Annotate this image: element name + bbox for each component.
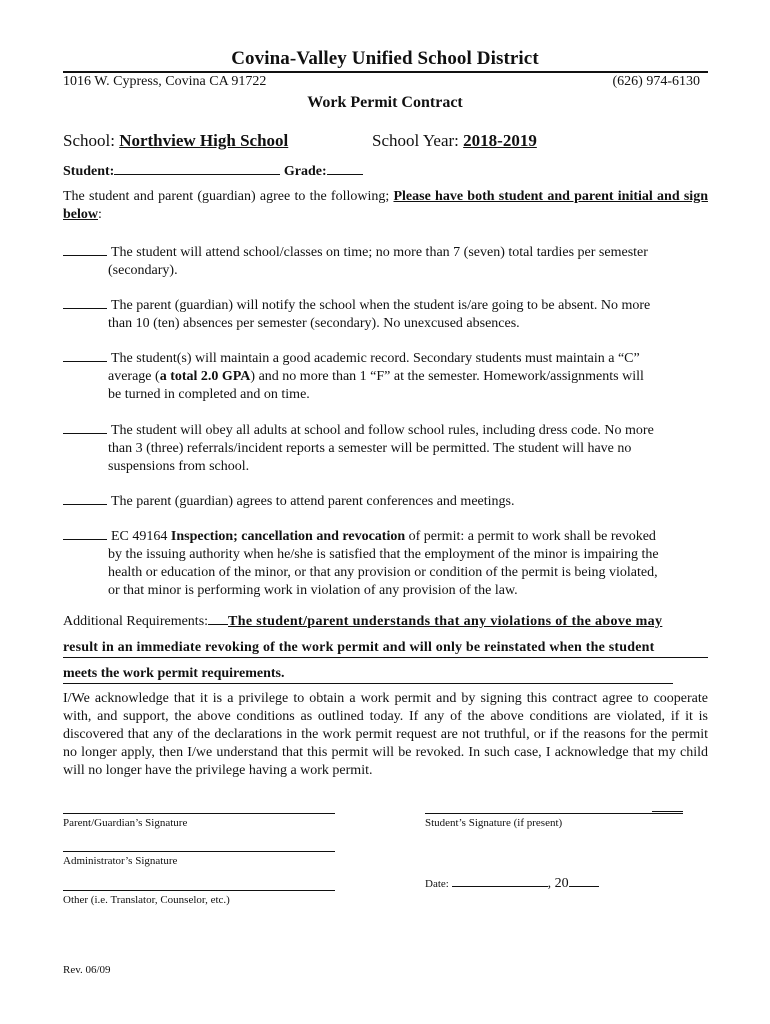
school-year-field: [372, 131, 537, 151]
district-name: Covina-Valley Unified School District: [231, 48, 539, 69]
condition-item: [63, 349, 708, 404]
student-name-blank[interactable]: [114, 162, 280, 175]
grade-blank[interactable]: [327, 162, 363, 175]
intro-text: The student and parent (guardian) agree to the following;: [63, 189, 394, 204]
initial-blank[interactable]: [63, 349, 107, 362]
additional-blank: [208, 612, 228, 625]
district-address: 1016 W. Cypress, Covina CA 91722: [63, 74, 267, 89]
initial-blank[interactable]: [63, 421, 107, 434]
intro-emphasis: Please have both student and parent initial and sign below: [63, 189, 708, 222]
school-value: Northview High School: [119, 131, 289, 150]
condition-item: [63, 492, 708, 511]
parent-signature-line[interactable]: [63, 813, 335, 814]
condition-text-cont: (secondary).: [108, 263, 178, 278]
initial-blank[interactable]: [63, 527, 107, 540]
acknowledgement-paragraph: I/We acknowledge that it is a privilege to obtain a work permit and by signing this contract agree to cooperate with, and support, the above conditions as outlined today. If any of the above conditions are violated, if it is discovered that any of the declarations in the work permit request are not truthful, or if the reasons for the permit no longer apply, then I/we understand that this permit will be revoked. In such case, I acknowledge that my child will no longer have the privilege having a work permit.: [63, 691, 708, 778]
condition-lead: EC 49164: [111, 529, 171, 544]
condition-text: The parent (guardian) agrees to attend parent conferences and meetings.: [111, 494, 515, 509]
condition-text: The parent (guardian) will notify the school when the student is/are going to be absent. No more: [111, 298, 651, 313]
condition-text-cont: or that minor is performing work in violation of any provision of the law.: [108, 583, 518, 598]
school-year-value: 2018-2019: [463, 131, 537, 150]
additional-label: Additional Requirements:: [63, 614, 209, 629]
student-signature-line[interactable]: [425, 813, 683, 814]
district-phone: (626) 974-6130: [612, 74, 700, 89]
intro-suffix: :: [98, 207, 102, 222]
school-field: [63, 131, 288, 151]
header-rule: [63, 71, 708, 73]
revision-note: Rev. 06/09: [63, 964, 111, 976]
parent-signature-label: Parent/Guardian’s Signature: [63, 817, 188, 829]
condition-item: [63, 243, 708, 280]
additional-line-3: meets the work permit requirements.: [63, 665, 673, 684]
student-signature-line-tail: [652, 811, 683, 812]
admin-signature-line[interactable]: [63, 851, 335, 852]
gpa-emphasis: a total 2.0 GPA: [159, 369, 251, 384]
initial-blank[interactable]: [63, 492, 107, 505]
condition-item: [63, 296, 708, 333]
student-label: Student:: [63, 164, 115, 179]
condition-text-cont: [63, 368, 708, 386]
condition-text-part: ) and no more than 1 “F” at the semester. Homework/assignments will: [250, 369, 644, 384]
intro-paragraph: [63, 188, 708, 224]
document-title: Work Permit Contract: [307, 94, 463, 111]
condition-text: The student will attend school/classes on time; no more than 7 (seven) total tardies per semester: [111, 245, 648, 260]
additional-line-1: The student/parent understands that any violations of the above may: [228, 614, 663, 629]
condition-text-cont: suspensions from school.: [108, 459, 250, 474]
condition-text-cont: health or education of the minor, or that any provision or condition of the permit is being violated,: [108, 565, 658, 580]
date-label: Date:: [425, 878, 452, 890]
condition-text-cont: than 3 (three) referrals/incident reports a semester will be permitted. The student will have no: [108, 441, 632, 456]
grade-label: Grade:: [283, 164, 327, 179]
additional-line-2: result in an immediate revoking of the work permit and will only be reinstated when the student: [63, 639, 708, 658]
additional-requirements: [63, 612, 708, 631]
school-year-label: School Year:: [372, 131, 464, 150]
initial-blank[interactable]: [63, 296, 107, 309]
school-label: School:: [63, 131, 120, 150]
condition-item: [63, 421, 708, 476]
initial-blank[interactable]: [63, 243, 107, 256]
student-signature-label: Student’s Signature (if present): [425, 817, 563, 829]
condition-text-part: average (: [108, 369, 160, 384]
condition-text: The student(s) will maintain a good academic record. Secondary students must maintain a “C”: [111, 351, 640, 366]
date-blank[interactable]: [452, 876, 548, 887]
date-year-blank[interactable]: [569, 876, 599, 887]
date-comma: ,: [547, 876, 555, 891]
condition-bold: Inspection; cancellation and revocation: [170, 529, 406, 544]
condition-item: [63, 527, 708, 600]
condition-text: of permit: a permit to work shall be revoked: [405, 529, 656, 544]
date-year-prefix: 20: [554, 876, 569, 891]
other-signature-label: Other (i.e. Translator, Counselor, etc.): [63, 894, 230, 906]
date-field: [425, 876, 599, 892]
admin-signature-label: Administrator’s Signature: [63, 855, 178, 867]
condition-text-cont: than 10 (ten) absences per semester (secondary). No unexcused absences.: [108, 316, 520, 331]
other-signature-line[interactable]: [63, 890, 335, 891]
condition-text: The student will obey all adults at school and follow school rules, including dress code. No more: [111, 423, 654, 438]
condition-text-cont: be turned in completed and on time.: [108, 387, 310, 402]
condition-text-cont: by the issuing authority when he/she is satisfied that the employment of the minor is impairing the: [108, 547, 659, 562]
student-grade-row: [63, 162, 363, 180]
